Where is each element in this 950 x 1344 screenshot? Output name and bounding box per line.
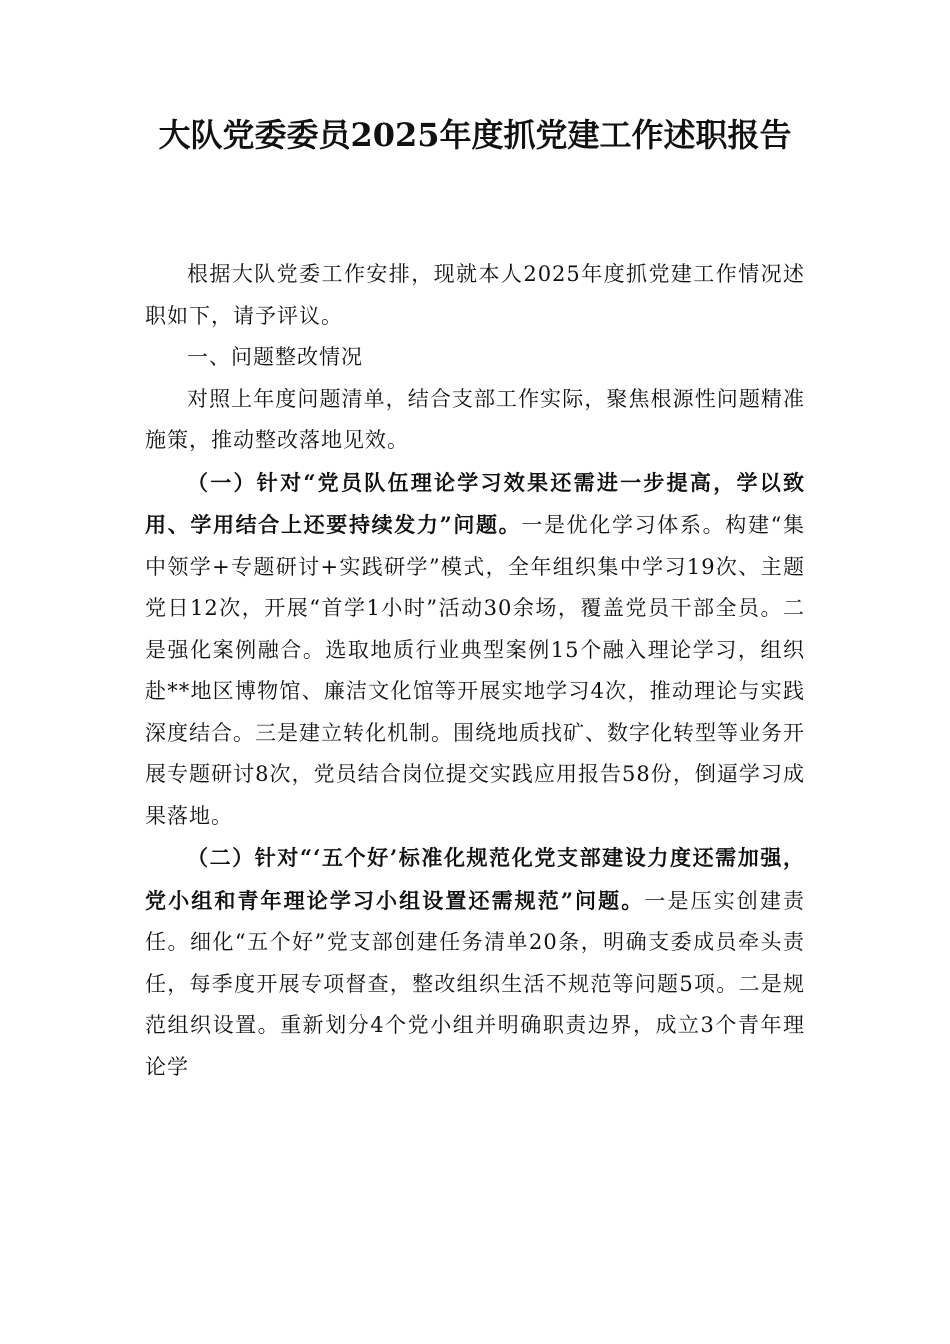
- item2-paragraph: [145, 837, 805, 1088]
- intro-paragraph: 根据大队党委工作安排，现就本人2025年度抓党建工作情况述职如下，请予评议。: [145, 262, 805, 328]
- document-body: [145, 254, 805, 1088]
- section-heading: 一、问题整改情况: [187, 345, 363, 369]
- item1-text: 一是优化学习体系。构建“集中领学+专题研讨+实践研学”模式，全年组织集中学习19次、主题党日12次，开展“首学1小时”活动30余场，覆盖党员干部全员。二是强化案例融合。选取地质行业典型案例15个融入理论学习，组织赴**地区博物馆、廉洁文化馆等开展实地学习4次，推动理论与实践深度结合。三是建立转化机制。围绕地质找矿、数字化转型等业务开展专题研讨8次，党员结合岗位提交实践应用报告58份，倒逼学习成果落地。: [145, 513, 805, 828]
- item1-paragraph: [145, 462, 805, 838]
- document-title: 大队党委委员2025年度抓党建工作述职报告: [158, 116, 792, 154]
- item1-label: （一）针对“党员队伍理论学习效果还需进一步提高，学以致用、学用结合上还要持续发力”问题。: [145, 469, 805, 537]
- item2-text: 一是压实创建责任。细化“五个好”党支部创建任务清单20条，明确支委成员牵头责任，每季度开展专项督查，整改组织生活不规范等问题5项。二是规范组织设置。重新划分4个党小组并明确职责边界，成立3个青年理论学: [145, 888, 806, 1079]
- section-lead-paragraph: 对照上年度问题清单，结合支部工作实际，聚焦根源性问题精准施策，推动整改落地见效。: [145, 386, 805, 452]
- item2-label: （二）针对“‘五个好’标准化规范化党支部建设力度还需加强，党小组和青年理论学习小组设置还需规范”问题。: [145, 845, 805, 913]
